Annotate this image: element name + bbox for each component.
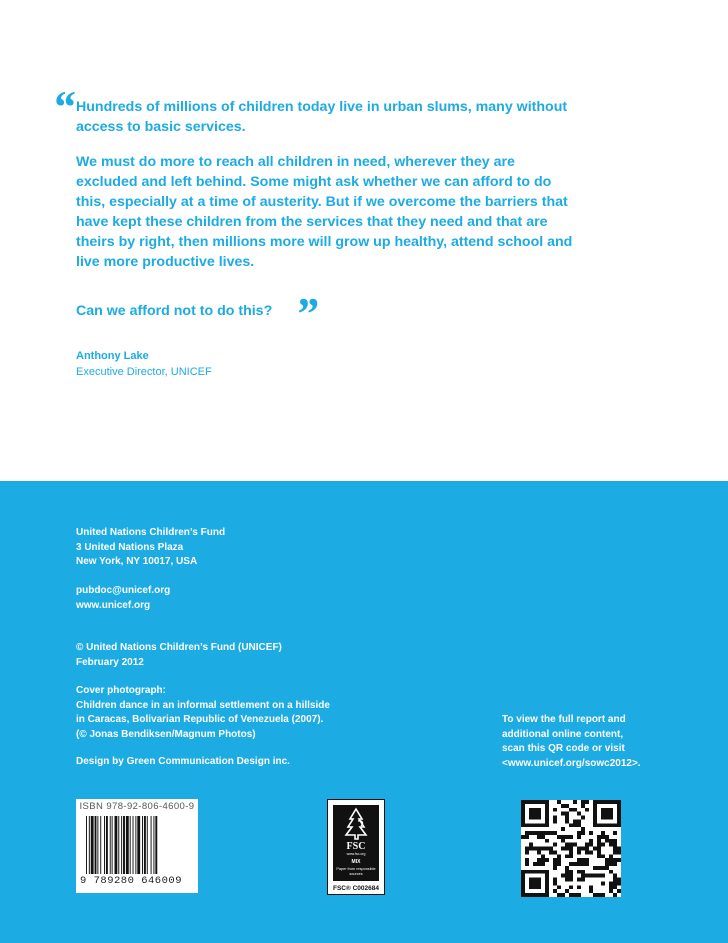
author-name: Anthony Lake xyxy=(76,350,149,362)
copyright-block xyxy=(76,641,282,670)
author-title: Executive Director, UNICEF xyxy=(76,366,212,378)
email-link[interactable]: pubdoc@unicef.org xyxy=(76,585,171,596)
qr-instructions xyxy=(502,713,641,772)
barcode-digits: 9 789280 646009 xyxy=(80,875,183,887)
qr-url-link[interactable]: <www.unicef.org/sowc2012>. xyxy=(502,758,641,770)
qr-instruction-line: additional online content, xyxy=(502,728,624,740)
address-line: New York, NY 10017, USA xyxy=(76,556,198,568)
quote-paragraph-1: Hundreds of millions of children today live in urban slums, many without access to basic services. xyxy=(76,99,568,135)
address-line: 3 United Nations Plaza xyxy=(76,541,184,553)
date-line: February 2012 xyxy=(76,656,144,668)
isbn-barcode xyxy=(76,799,198,893)
design-credit: Design by Green Communication Design inc. xyxy=(76,756,290,767)
cover-credit-line: Cover photograph: xyxy=(76,685,166,696)
qr-instruction-line: To view the full report and xyxy=(502,714,626,725)
cover-credit-block xyxy=(76,684,330,743)
cover-credit-line: Children dance in an informal settlement on a hillside xyxy=(76,699,330,711)
fsc-paper: Paper from responsible sources xyxy=(336,867,376,876)
cover-credit-line: (© Jonas Bendiksen/Magnum Photos) xyxy=(76,729,256,741)
fsc-word: FSC xyxy=(346,841,366,852)
colophon-panel xyxy=(0,481,728,943)
open-quote-mark: “ xyxy=(52,81,75,132)
cover-credit-line: in Caracas, Bolivarian Republic of Venezuela (2007). xyxy=(76,714,324,726)
qr-instruction-line: scan this QR code or visit xyxy=(502,743,625,755)
fsc-logo xyxy=(327,799,385,895)
fsc-mark xyxy=(333,805,379,881)
contact-block xyxy=(76,584,170,613)
barcode-bars xyxy=(86,816,190,874)
address-block xyxy=(76,526,225,570)
isbn-label: ISBN 978-92-806-4600-9 xyxy=(79,801,195,812)
fsc-site: www.fsc.org xyxy=(346,852,366,856)
quote-paragraph-3: Can we afford not to do this? xyxy=(76,303,273,319)
copyright-line: © United Nations Children’s Fund (UNICEF) xyxy=(76,642,282,653)
quote-paragraph-2: We must do more to reach all children in need, wherever they are excluded and left behind. Some might ask whether we can afford to do this, especially at a time of austerity. But if we overcome the barriers that have kept these children from the services that they need and that are theirs by right, then millions more will grow up healthy, attend school and live more productive lives. xyxy=(76,154,573,270)
fsc-mix: MIX xyxy=(351,859,361,865)
fsc-license-code: FSC® C002684 xyxy=(333,885,379,892)
close-quote-mark: ” xyxy=(295,288,318,339)
qr-code[interactable] xyxy=(521,800,621,897)
address-line: United Nations Children’s Fund xyxy=(76,527,226,538)
website-link[interactable]: www.unicef.org xyxy=(76,599,151,611)
fsc-tree-icon xyxy=(333,805,379,841)
